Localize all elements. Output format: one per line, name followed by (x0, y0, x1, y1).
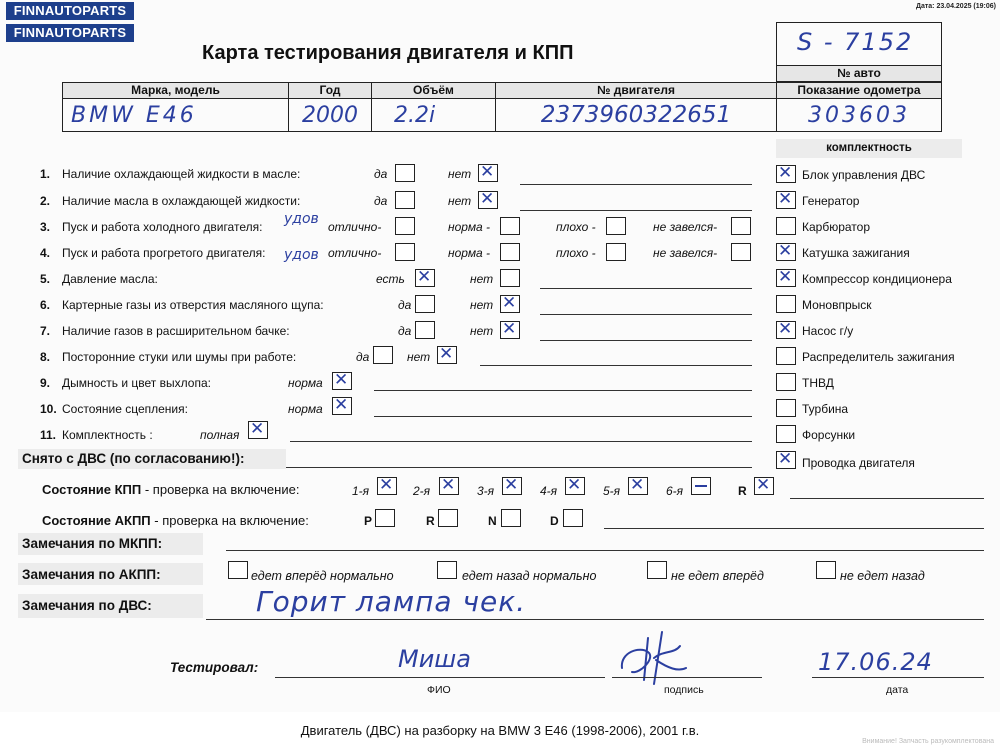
volume-header: Объём (371, 82, 496, 99)
volume-value: 2.2i (371, 99, 496, 132)
gear-label: 3-я (477, 484, 495, 498)
check-label: Наличие масла в охлаждающей жидкости: (62, 194, 301, 208)
check-num: 10. (40, 402, 57, 416)
kit-item-label: Проводка двигателя (802, 456, 915, 470)
signature-caption: подпись (664, 684, 704, 696)
remarks-auto-label: Замечания по АКПП: (22, 567, 161, 582)
gear-label: D (550, 514, 559, 528)
make-header: Марка, модель (62, 82, 289, 99)
check-num: 9. (40, 376, 51, 390)
kit-checkbox-wiring[interactable] (776, 451, 796, 469)
option-label: плохо - (556, 246, 596, 260)
kit-item-label: Блок управления ДВС (802, 168, 926, 182)
kit-checkbox-ps-pump[interactable] (776, 321, 796, 339)
photo-caption: Двигатель (ДВС) на разборку на BMW 3 E46 (1998-2006), 2001 г.в. (0, 712, 1000, 750)
check-num: 3. (40, 220, 51, 234)
check6-yes-checkbox[interactable] (415, 295, 435, 313)
kit-item-label: Моновпрыск (802, 298, 872, 312)
check3-handwritten-note: удов (284, 211, 319, 227)
watermark: Внимание! Запчасть разукомплектована (862, 738, 994, 745)
kit-title: комплектность (826, 142, 912, 154)
option-label: нет (470, 272, 494, 286)
check4-handwritten-note: удов (284, 247, 319, 263)
remarks-option-label: едет вперёд нормально (251, 569, 394, 583)
remarks-manual-label: Замечания по МКПП: (22, 536, 163, 551)
auto-forward-fail-checkbox[interactable] (647, 561, 667, 579)
check-label: Давление масла: (62, 272, 158, 286)
gear5-checkbox[interactable] (628, 477, 648, 495)
kit-item-label: Компрессор кондиционера (802, 272, 952, 286)
auto-forward-ok-checkbox[interactable] (228, 561, 248, 579)
check-num: 4. (40, 246, 51, 260)
gear-label: N (488, 514, 497, 528)
gear-r-checkbox[interactable] (754, 477, 774, 495)
check4-bad-checkbox[interactable] (606, 243, 626, 261)
answer-line (540, 340, 752, 341)
check3-normal-checkbox[interactable] (500, 217, 520, 235)
answer-line (520, 184, 752, 185)
option-label: полная (200, 428, 240, 442)
gear-label: 6-я (666, 484, 684, 498)
kit-header (776, 139, 962, 158)
kit-checkbox-ignition-coil[interactable] (776, 243, 796, 261)
removed-label: Снято с ДВС (по согласованию!): (22, 451, 245, 466)
manual-gearbox-suffix: - проверка на включение: (141, 482, 300, 497)
gear2-checkbox[interactable] (439, 477, 459, 495)
answer-line (520, 210, 752, 211)
kit-item-label: ТНВД (802, 376, 834, 390)
kit-checkbox-ac-compressor[interactable] (776, 269, 796, 287)
check8-yes-checkbox[interactable] (373, 346, 393, 364)
check-label: Пуск и работа холодного двигателя: (62, 220, 263, 234)
check1-yes-checkbox[interactable] (395, 164, 415, 182)
date-stamp: Дата: 23.04.2025 (19:06) (915, 3, 996, 10)
check-label: Пуск и работа прогретого двигателя: (62, 246, 266, 260)
option-label: да (398, 298, 412, 312)
answer-line (612, 677, 762, 678)
name-caption: ФИО (427, 684, 451, 696)
brand-logo-secondary: FINNAUTOPARTS (6, 24, 134, 42)
kit-checkbox-ecu[interactable] (776, 165, 796, 183)
auto-d-checkbox[interactable] (563, 509, 583, 527)
gear6-checkbox[interactable] (691, 477, 711, 495)
check5-yes-checkbox[interactable] (415, 269, 435, 287)
check-label: Наличие охлаждающей жидкости в масле: (62, 167, 301, 181)
odometer-value: 303603 (776, 99, 942, 132)
check10-normal-checkbox[interactable] (332, 397, 352, 415)
remarks-option-label: не едет вперёд (671, 569, 764, 583)
option-label: нет (470, 298, 494, 312)
answer-line (540, 288, 752, 289)
make-value: BMW E46 (62, 99, 289, 132)
check3-excellent-checkbox[interactable] (395, 217, 415, 235)
odometer-header: Показание одометра (776, 82, 942, 99)
kit-checkbox-turbo[interactable] (776, 399, 796, 417)
check-num: 11. (40, 428, 57, 442)
gear-label: P (364, 514, 373, 528)
answer-line (540, 314, 752, 315)
kit-item-label: Форсунки (802, 428, 856, 442)
answer-line (480, 365, 752, 366)
remarks-option-label: не едет назад (840, 569, 925, 583)
answer-line (374, 390, 752, 391)
auto-gearbox-suffix: - проверка на включение: (150, 513, 309, 528)
answer-line (290, 441, 752, 442)
check3-not-started-checkbox[interactable] (731, 217, 751, 235)
signature (618, 628, 690, 688)
gear-label: 2-я (413, 484, 431, 498)
auto-backward-fail-checkbox[interactable] (816, 561, 836, 579)
check-num: 2. (40, 194, 51, 208)
year-value: 2000 (288, 99, 372, 132)
check-num: 1. (40, 167, 51, 181)
check6-no-checkbox[interactable] (500, 295, 520, 313)
check11-full-checkbox[interactable] (248, 421, 268, 439)
test-date: 17.06.24 (818, 648, 933, 676)
option-label: нет (407, 350, 431, 364)
gear-label: R (738, 484, 747, 498)
card-number: S - 7152 (797, 28, 914, 56)
remarks-engine-value: Горит лампа чек. (256, 585, 527, 618)
option-label: да (374, 194, 388, 208)
check4-normal-checkbox[interactable] (500, 243, 520, 261)
check-label: Посторонние стуки или шумы при работе: (62, 350, 297, 364)
gear1-checkbox[interactable] (377, 477, 397, 495)
option-label: норма - (448, 220, 491, 234)
option-label: да (398, 324, 412, 338)
kit-item-label: Турбина (802, 402, 849, 416)
gear4-checkbox[interactable] (565, 477, 585, 495)
manual-gearbox-row (42, 483, 299, 497)
kit-item-label: Распределитель зажигания (802, 350, 955, 364)
check2-yes-checkbox[interactable] (395, 191, 415, 209)
auto-no-header: № авто (776, 65, 942, 82)
check-num: 7. (40, 324, 51, 338)
check7-no-checkbox[interactable] (500, 321, 520, 339)
check8-no-checkbox[interactable] (437, 346, 457, 364)
answer-line (790, 498, 984, 499)
auto-backward-ok-checkbox[interactable] (437, 561, 457, 579)
gear-label: 5-я (603, 484, 621, 498)
kit-item-label: Генератор (802, 194, 860, 208)
check4-excellent-checkbox[interactable] (395, 243, 415, 261)
card-number-box (776, 22, 942, 67)
gear-label: 4-я (540, 484, 558, 498)
answer-line (812, 677, 984, 678)
check-num: 5. (40, 272, 51, 286)
check-num: 6. (40, 298, 51, 312)
engine-no-value: 2373960322651 (495, 99, 777, 132)
kit-checkbox-carburetor[interactable] (776, 217, 796, 235)
option-label: нет (448, 167, 472, 181)
kit-checkbox-distributor[interactable] (776, 347, 796, 365)
option-label: да (374, 167, 388, 181)
answer-line (286, 467, 752, 468)
remarks-engine-label: Замечания по ДВС: (22, 598, 152, 613)
check-label: Наличие газов в расширительном бачке: (62, 324, 290, 338)
option-label: нет (448, 194, 472, 208)
check9-normal-checkbox[interactable] (332, 372, 352, 390)
kit-checkbox-injectors[interactable] (776, 425, 796, 443)
auto-p-checkbox[interactable] (375, 509, 395, 527)
brand-logo: FINNAUTOPARTS (6, 2, 134, 20)
gear6-dash-mark (695, 485, 707, 487)
kit-item-label: Насос г/у (802, 324, 854, 338)
option-label: нет (470, 324, 494, 338)
option-label: норма (288, 402, 323, 416)
option-label: норма - (448, 246, 491, 260)
check1-no-checkbox[interactable] (478, 164, 498, 182)
check-label: Комплектность : (62, 428, 153, 442)
auto-r-checkbox[interactable] (438, 509, 458, 527)
card-title: Карта тестирования двигателя и КПП (202, 42, 574, 64)
check3-bad-checkbox[interactable] (606, 217, 626, 235)
engine-no-header: № двигателя (495, 82, 777, 99)
tester-name: Миша (398, 645, 471, 673)
option-label: не завелся- (653, 220, 718, 234)
auto-gearbox-row (42, 514, 309, 528)
check2-no-checkbox[interactable] (478, 191, 498, 209)
option-label: есть (376, 272, 405, 286)
check-label: Состояние сцепления: (62, 402, 188, 416)
auto-n-checkbox[interactable] (501, 509, 521, 527)
gear3-checkbox[interactable] (502, 477, 522, 495)
kit-item-label: Катушка зажигания (802, 246, 910, 260)
remarks-option-label: едет назад нормально (462, 569, 597, 583)
check-label: Дымность и цвет выхлопа: (62, 376, 211, 390)
answer-line (206, 619, 984, 620)
option-label: плохо - (556, 220, 596, 234)
answer-line (374, 416, 752, 417)
answer-line (275, 677, 605, 678)
check-num: 8. (40, 350, 51, 364)
option-label: да (356, 350, 370, 364)
check7-yes-checkbox[interactable] (415, 321, 435, 339)
kit-checkbox-generator[interactable] (776, 191, 796, 209)
answer-line (604, 528, 984, 529)
option-label: отлично- (328, 220, 382, 234)
tested-label: Тестировал: (170, 660, 259, 675)
option-label: отлично- (328, 246, 382, 260)
check4-not-started-checkbox[interactable] (731, 243, 751, 261)
kit-checkbox-monoinjection[interactable] (776, 295, 796, 313)
auto-gearbox-label: Состояние АКПП (42, 513, 151, 528)
kit-item-label: Карбюратор (802, 220, 871, 234)
gear-label: 1-я (352, 484, 370, 498)
kit-checkbox-injection-pump[interactable] (776, 373, 796, 391)
date-caption: дата (886, 684, 909, 696)
manual-gearbox-label: Состояние КПП (42, 482, 142, 497)
year-header: Год (288, 82, 372, 99)
option-label: норма (288, 376, 323, 390)
gear-label: R (426, 514, 435, 528)
answer-line (226, 550, 984, 551)
check5-no-checkbox[interactable] (500, 269, 520, 287)
check-label: Картерные газы из отверстия масляного щупа: (62, 298, 324, 312)
option-label: не завелся- (653, 246, 718, 260)
